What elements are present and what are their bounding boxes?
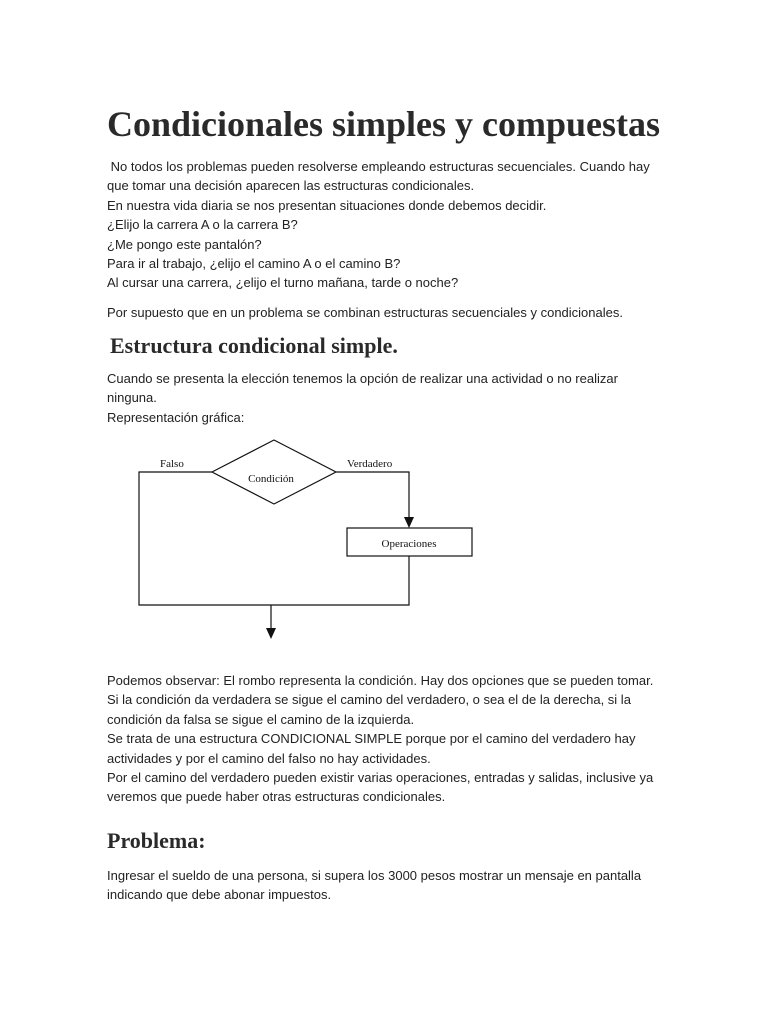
condition-diamond [212, 440, 336, 504]
problem-line: Ingresar el sueldo de una persona, si supera los 3000 pesos mostrar un mensaje en pantalla [107, 868, 642, 883]
observe-paragraph [107, 671, 687, 807]
section-heading-simple: Estructura condicional simple. [110, 333, 398, 358]
intro-line: ¿Elijo la carrera A o la carrera B? [107, 217, 298, 233]
observe-line: Por el camino del verdadero pueden existir varias operaciones, entradas y salidas, inclusive ya [107, 770, 654, 786]
merge-path-line [271, 556, 409, 605]
observe-line: Si la condición da verdadera se sigue el camino del verdadero, o sea el de la derecha, si la [107, 692, 631, 708]
observe-line: Se trata de una estructura CONDICIONAL SIMPLE porque por el camino del verdadero hay [107, 731, 636, 747]
intro-line: En nuestra vida diaria se nos presentan situaciones donde debemos decidir. [107, 197, 547, 213]
intro-line: que tomar una decisión aparecen las estructuras condicionales. [107, 178, 475, 194]
exit-arrow-head [266, 628, 276, 639]
combine-line: Por supuesto que en un problema se combinan estructuras secuenciales y condicionales. [107, 305, 623, 320]
simple-line: ninguna. [107, 390, 157, 406]
intro-line: No todos los problemas pueden resolverse empleando estructuras secuenciales. Cuando hay [107, 159, 650, 174]
simple-line: Representación gráfica: [107, 409, 245, 425]
simple-line: Cuando se presenta la elección tenemos la opción de realizar una actividad o no realizar [107, 371, 618, 386]
observe-line: Podemos observar: El rombo representa la condición. Hay dos opciones que se pueden tomar. [107, 673, 654, 688]
operation-label: Operaciones [381, 538, 437, 550]
false-label: Falso [160, 458, 184, 470]
problem-paragraph [107, 866, 687, 905]
observe-line: veremos que puede haber otras estructuras condicionales. [107, 789, 446, 805]
condition-label: Condición [248, 473, 294, 485]
intro-line: Para ir al trabajo, ¿elijo el camino A o el camino B? [107, 256, 401, 272]
problem-line: indicando que debe abonar impuestos. [107, 887, 332, 903]
true-path-line [336, 472, 409, 517]
observe-line: actividades y por el camino del falso no hay actividades. [107, 750, 431, 766]
true-label: Verdadero [347, 458, 393, 470]
intro-line: ¿Me pongo este pantalón? [107, 236, 262, 252]
page-title: Condicionales simples y compuestas [107, 104, 661, 144]
true-arrow-head [404, 517, 414, 528]
section-heading-problem: Problema: [107, 828, 206, 853]
intro-line: Al cursar una carrera, ¿elijo el turno mañana, tarde o noche? [107, 275, 459, 291]
observe-line: condición da falsa se sigue el camino de la izquierda. [107, 711, 415, 727]
